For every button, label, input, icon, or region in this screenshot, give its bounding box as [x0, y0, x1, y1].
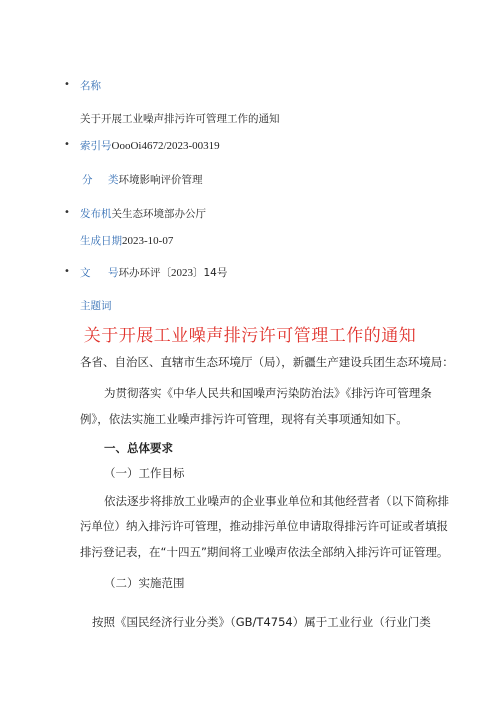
- publisher-label: 发布机: [80, 208, 112, 220]
- list-bullet: •: [64, 266, 70, 277]
- index-row: [80, 138, 220, 153]
- paragraph-line: 依法逐步将排放工业噪声的企业事业单位和其他经营者（以下简称排: [104, 494, 449, 508]
- docno-value-year: 2023: [171, 267, 193, 279]
- subject-label: 主题词: [80, 300, 112, 312]
- index-label: 索引号: [80, 140, 112, 152]
- publisher-value: 关生态环境部办公厅: [111, 208, 206, 220]
- category-value: 环境影响评价管理: [118, 174, 203, 186]
- list-bullet: •: [64, 207, 70, 218]
- intro-line-1: 为贯彻落实《中华人民共和国噪声污染防治法》《排污许可管理条: [104, 386, 432, 400]
- paragraph-line: 按照《国民经济行业分类》（GB/T4754）属于工业行业（行业门类: [92, 615, 431, 629]
- date-label: 生成日期: [80, 235, 122, 247]
- docno-label-1: 文: [80, 267, 91, 279]
- paragraph-line: 污单位）纳入排污许可管理，推动排污单位申请取得排污许可证或者填报: [80, 519, 448, 533]
- publisher-row: [80, 206, 206, 221]
- date-row: [80, 233, 173, 248]
- section-heading: 一、总体要求: [104, 441, 173, 455]
- name-label: 名称: [80, 80, 101, 92]
- document-title: 关于开展工业噪声排污许可管理工作的通知: [83, 326, 417, 346]
- list-bullet: •: [64, 139, 70, 150]
- addressee: 各省、自治区、直辖市生态环境厅（局），新疆生产建设兵团生态环境局：: [80, 355, 454, 369]
- category-label-1: 分: [82, 174, 93, 186]
- intro-line-2: 例》，依法实施工业噪声排污许可管理，现将有关事项通知如下。: [80, 412, 408, 426]
- docno-row: [108, 265, 227, 280]
- subsection-heading: （一）工作目标: [104, 466, 185, 480]
- docno-value-prefix: 环办环评〔: [118, 267, 171, 279]
- docno-label-2: 号: [108, 267, 119, 279]
- list-bullet: •: [64, 79, 70, 90]
- paragraph-line: 排污登记表，在“十四五”期间将工业噪声依法全部纳入排污许可证管理。: [80, 545, 449, 559]
- name-value: 关于开展工业噪声排污许可管理工作的通知: [80, 113, 280, 125]
- date-value: 2023-10-07: [122, 235, 174, 247]
- docno-value-suffix: 〕14号: [193, 267, 228, 279]
- category-row: [108, 172, 203, 187]
- category-label-2: 类: [108, 174, 119, 186]
- subsection-heading: （二）实施范围: [104, 576, 185, 590]
- index-value: OooOi4672/2023-00319: [111, 140, 220, 152]
